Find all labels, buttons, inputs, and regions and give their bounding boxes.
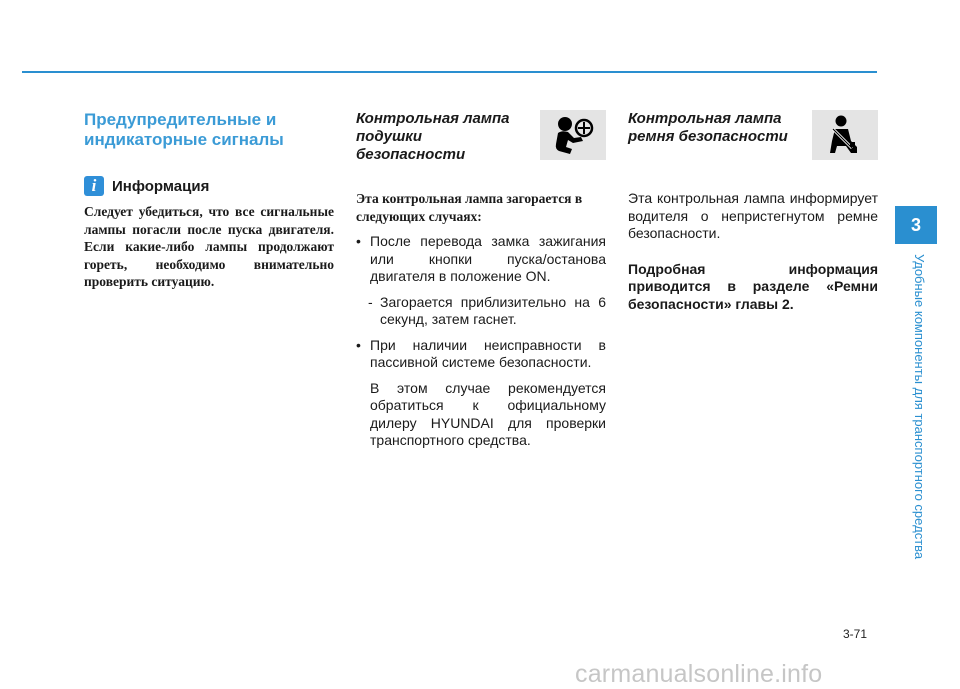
seatbelt-lamp-title: Контрольная лампа ремня безопасности [628,110,788,145]
top-rule [22,71,877,73]
seatbelt-warning-icon [812,110,878,160]
column-warning-lights [84,110,334,291]
column-seatbelt-lamp [628,110,878,313]
info-icon: i [84,176,104,196]
airbag-header [356,110,606,174]
chapter-title-vertical: Удобные компоненты для транспортного средства [912,254,927,560]
section-title: Предупредительные и индикаторные сигналы [84,110,284,149]
seatbelt-reference: Подробная информация приводится в разделе «Ремни безопасности» главы 2. [628,260,878,312]
info-text: Следует убедиться, что все сигнальные лампы погасли после пуска двигателя. Если какие-либо лампы продолжают гореть, необходимо внимательно проверить ситуацию. [84,204,334,289]
airbag-warning-icon [540,110,606,160]
airbag-bullet-ignition: • После перевода замка зажигания или кнопки пуска/останова двигателя в положение ON. [356,233,606,286]
airbag-intro: Эта контрольная лампа загорается в следующих случаях: [356,191,583,224]
info-header [84,176,334,196]
page-number: 3-71 [843,627,868,641]
airbag-bullet-fault: • При наличии неисправности в пассивной системе безопасности. [356,337,606,372]
column-airbag-lamp [356,110,606,450]
seatbelt-description: Эта контрольная лампа информирует водителя о непристегнутом ремне безопасности. [628,190,878,241]
airbag-lamp-title: Контрольная лампа подушки безопасности [356,110,510,163]
info-title: Информация [112,177,210,195]
airbag-sub-item [356,294,606,329]
chapter-number-tab: 3 [895,206,937,244]
watermark-text: carmanualsonline.info [575,660,823,688]
dash-marker: - [368,293,373,310]
airbag-sub-text: Загорается приблизительно на 6 секунд, затем гаснет. [380,293,606,327]
airbag-dealer-note: В этом случае рекомендуется обратиться к официальному дилеру HYUNDAI для проверки транспортного средства. [370,379,606,448]
seatbelt-header [628,110,878,174]
